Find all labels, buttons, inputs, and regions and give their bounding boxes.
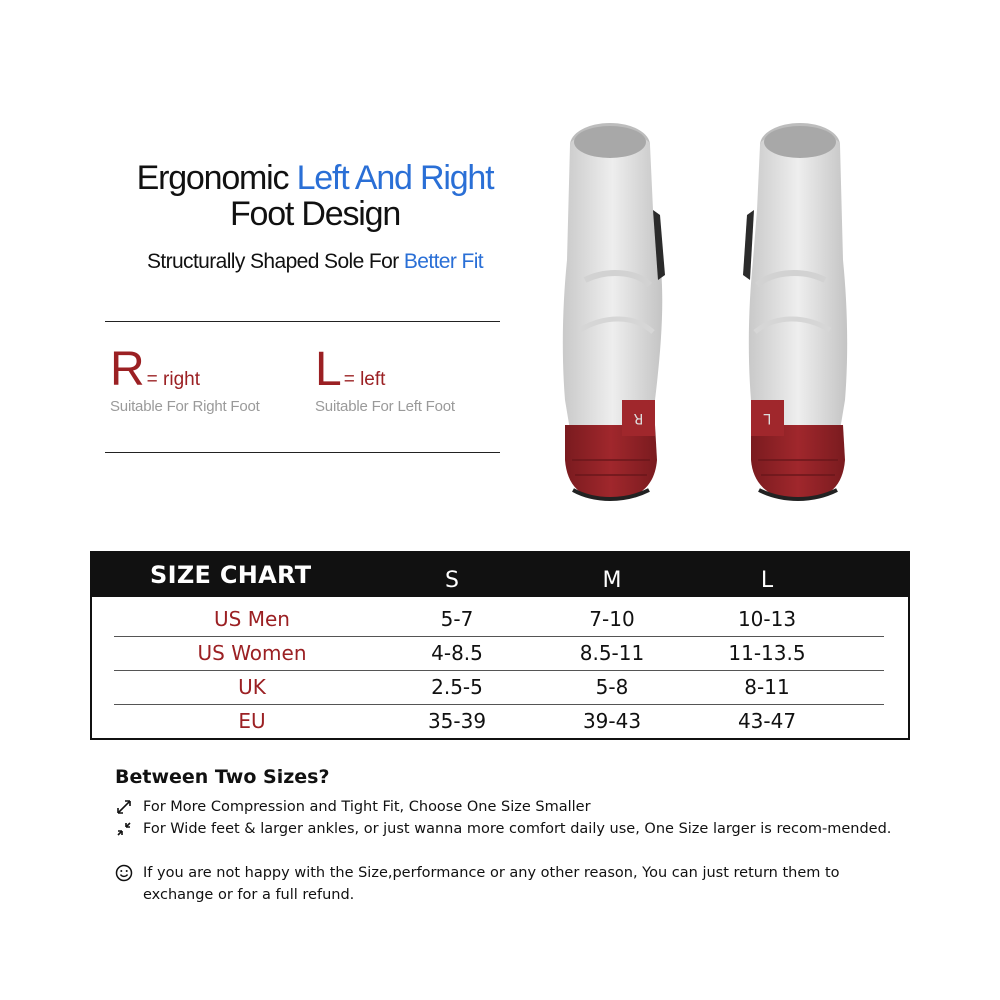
sock-left-foot (743, 123, 847, 500)
headline-part1: Ergonomic (136, 159, 297, 197)
shrink-arrows-icon (115, 798, 133, 816)
table-row (92, 637, 908, 671)
column-header-s: S (445, 568, 459, 593)
divider-top (105, 321, 500, 322)
tips-title: Between Two Sizes? (115, 766, 330, 788)
left-meaning: = left (343, 369, 386, 390)
tip-text: If you are not happy with the Size,performance or any other reason, You can just return them to exchange or for a full refund. (143, 865, 840, 903)
left-letter: L (315, 343, 342, 396)
table-cell: 10-13 (737, 607, 797, 631)
table-cell: 39-43 (582, 709, 642, 733)
table-cell: 4-8.5 (431, 641, 483, 665)
expand-arrows-icon (115, 820, 133, 838)
row-label-us-women: US Women (197, 641, 307, 665)
right-meaning: = right (146, 369, 201, 390)
right-letter: R (110, 343, 145, 396)
headline (60, 160, 570, 232)
table-row (92, 705, 908, 739)
product-photo (525, 100, 945, 520)
table-row (92, 671, 908, 705)
subline (60, 250, 570, 274)
table-cell: 5-7 (440, 607, 474, 631)
table-row (92, 603, 908, 637)
table-cell: 8.5-11 (579, 641, 645, 665)
row-label-eu: EU (238, 709, 266, 733)
smiley-icon (115, 864, 133, 882)
tip-text: For Wide feet & larger ankles, or just wanna more comfort daily use, One Size larger is recom-mended. (143, 821, 892, 837)
table-cell: 43-47 (737, 709, 797, 733)
subline-part1: Structurally Shaped Sole For (146, 250, 404, 273)
sock-toe-letter-r: R (633, 410, 644, 426)
foot-key-left (315, 343, 455, 415)
divider-bottom (105, 452, 500, 453)
headline-highlight: Left And Right (296, 159, 494, 197)
tip-text: For More Compression and Tight Fit, Choose One Size Smaller (143, 799, 591, 815)
size-chart-title: SIZE CHART (150, 561, 312, 589)
table-cell: 7-10 (589, 607, 635, 631)
table-cell: 5-8 (595, 675, 629, 699)
headline-part2: Foot Design (229, 195, 401, 233)
table-cell: 8-11 (744, 675, 790, 699)
sock-toe-letter-l: L (763, 410, 772, 426)
table-cell: 35-39 (427, 709, 487, 733)
column-header-l: L (760, 568, 774, 593)
table-cell: 2.5-5 (431, 675, 483, 699)
sock-right-foot (563, 123, 665, 500)
table-cell: 11-13.5 (728, 641, 806, 665)
row-label-us-men: US Men (214, 607, 290, 631)
foot-key-right (110, 343, 260, 415)
size-chart-table (90, 551, 910, 740)
subline-highlight: Better Fit (403, 250, 484, 273)
right-note: Suitable For Right Foot (110, 398, 260, 415)
column-header-m: M (602, 568, 622, 593)
left-note: Suitable For Left Foot (315, 398, 455, 415)
row-label-uk: UK (238, 675, 266, 699)
size-chart-header (92, 553, 908, 597)
